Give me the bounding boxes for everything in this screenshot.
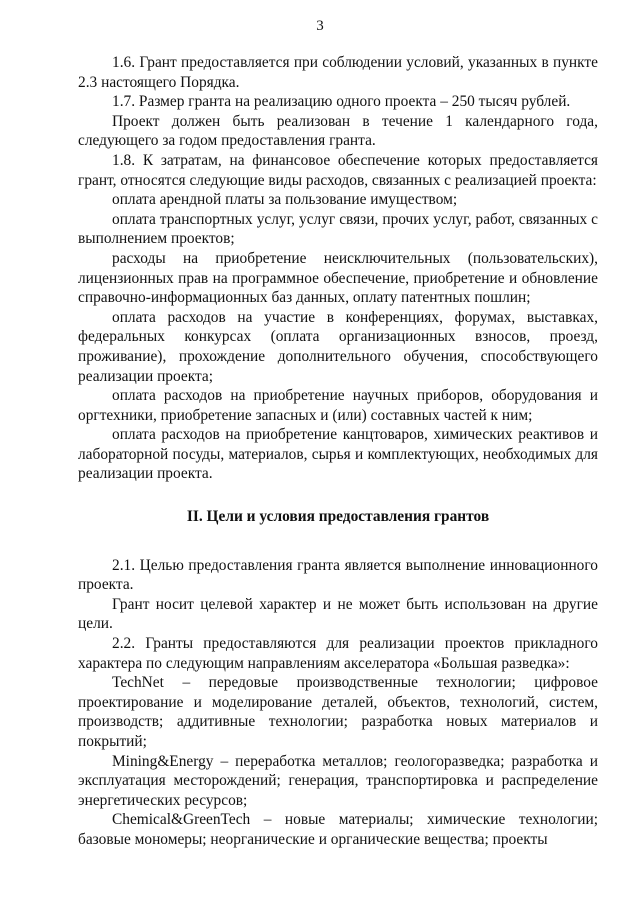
- paragraph-1-7: 1.7. Размер гранта на реализацию одного проекта – 250 тысяч рублей.: [112, 93, 571, 111]
- document-body: [78, 53, 598, 850]
- paragraph-1-8: 1.8. К затратам, на финансовое обеспечение которых предоставляется грант, относятся следующие виды расходов, связанных с реализацией проекта:: [78, 151, 598, 189]
- expense-item-rent: оплата арендной платы за пользование имуществом;: [112, 191, 458, 209]
- section-heading: II. Цели и условия предоставления грантов: [186, 508, 490, 526]
- page-number: 3: [316, 18, 324, 34]
- expense-item-supplies: оплата расходов на приобретение канцтоваров, химических реактивов и лабораторной посуды, материалов, сырья и комплектующих, необходимых для реализации проекта.: [78, 426, 598, 483]
- expense-item-licenses: расходы на приобретение неисключительных (пользовательских), лицензионных прав на программное обеспечение, приобретение и обновление справочно-информационных баз данных, оплату патентных пошлин;: [78, 249, 598, 307]
- expense-item-services: оплата транспортных услуг, услуг связи, прочих услуг, работ, связанных с выполнением проектов;: [78, 210, 598, 248]
- paragraph-project-term: Проект должен быть реализован в течение 1 календарного года, следующего за годом предоставления гранта.: [78, 112, 598, 150]
- expense-item-equipment: оплата расходов на приобретение научных приборов, оборудования и оргтехники, приобретение запасных и (или) составных частей к ним;: [78, 387, 598, 424]
- paragraph-2-1: 2.1. Целью предоставления гранта является выполнение инновационного проекта.: [78, 556, 598, 594]
- direction-chemical-greentech: Chemical&GreenTech – новые материалы; химические технологии; базовые мономеры; неорганические и органические вещества; проекты: [78, 811, 598, 848]
- paragraph-2-2: 2.2. Гранты предоставляются для реализации проектов прикладного характера по следующим направлениям акселератора «Большая разведка»:: [78, 635, 598, 672]
- paragraph-1-6: 1.6. Грант предоставляется при соблюдении условий, указанных в пункте 2.3 настоящего Порядка.: [78, 54, 598, 91]
- expense-item-conferences: оплата расходов на участие в конференциях, форумах, выставках, федеральных конкурсах (оплата организационных взносов, проезд, проживание), прохождение дополнительного обучения, способствующего реализации проекта;: [78, 308, 598, 385]
- direction-technet: TechNet – передовые производственные технологии; цифровое проектирование и моделирование деталей, объектов, технологий, систем, производств; аддитивные технологии; разработка новых материалов и покрытий;: [78, 674, 598, 750]
- direction-mining-energy: Mining&Energy – переработка металлов; геологоразведка; разработка и эксплуатация месторождений; генерация, транспортировка и распределение энергетических ресурсов;: [78, 752, 598, 809]
- paragraph-grant-purpose: Грант носит целевой характер и не может быть использован на другие цели.: [78, 595, 598, 633]
